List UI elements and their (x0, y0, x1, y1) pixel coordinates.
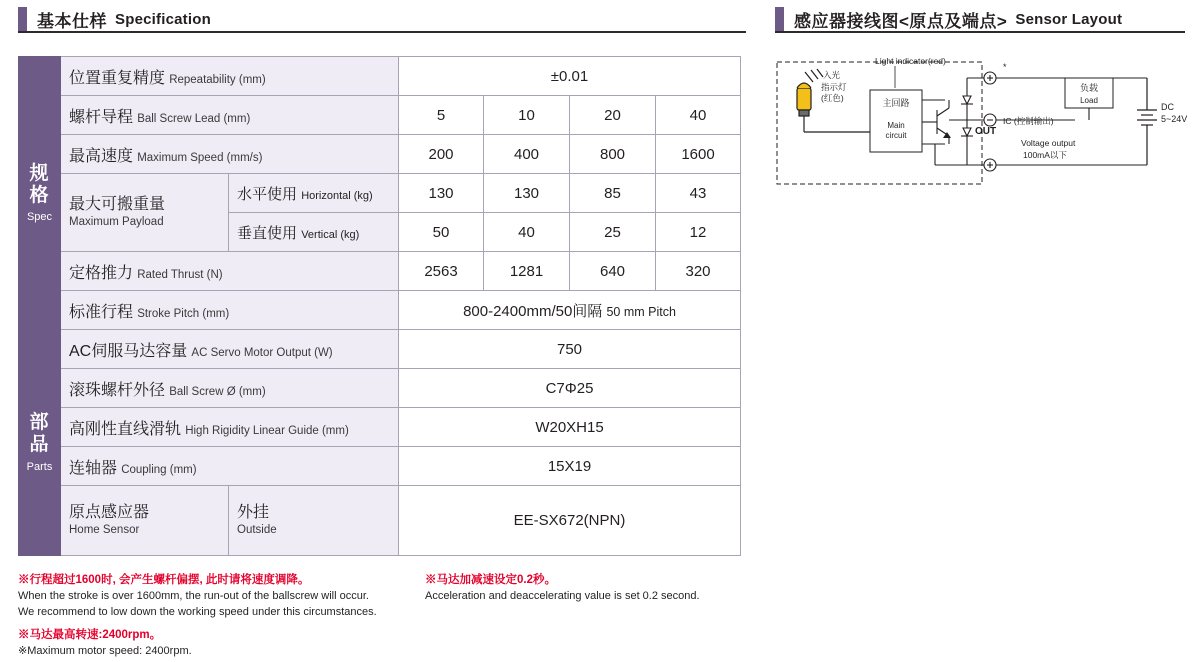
dc-range-label: 5~24V (1161, 114, 1187, 124)
side-label-parts-cn: 部品 (29, 412, 50, 455)
row-label-home-sensor-cn: 原点感应器 (69, 504, 150, 522)
main-circuit-label-en1: Main (887, 121, 905, 130)
value-cell: 400 (484, 135, 570, 174)
row-label-max-payload-cn: 最大可搬重量 (69, 196, 166, 214)
row-label-max-speed-cn: 最高速度 (69, 147, 134, 165)
value-cell: 640 (570, 252, 656, 291)
row-label-ball-screw-lead-en: Ball Screw Lead (mm) (137, 112, 251, 125)
spec-section-header (18, 6, 211, 32)
out-terminal-label: OUT (975, 126, 997, 137)
value-cell: 5 (399, 96, 484, 135)
row-label-home-sensor-sub-cn: 外挂 (237, 504, 270, 522)
row-label-max-speed (61, 135, 399, 174)
spec-header-title-en: Specification (115, 10, 211, 28)
sensor-header-title-cn: 感应器接线图<原点及端点> (794, 11, 1008, 31)
side-label-spec-cn: 规格 (29, 162, 50, 206)
main-circuit-label-en2: circuit (885, 131, 907, 140)
main-circuit-label-cn: 主回路 (882, 98, 910, 108)
table-row (19, 408, 741, 447)
spec-header-title-cn: 基本仕样 (37, 11, 107, 31)
value-cell: 50 (399, 213, 484, 252)
table-row (19, 447, 741, 486)
sensor-header-accent-bar (775, 7, 784, 31)
value-cell: 200 (399, 135, 484, 174)
table-row (19, 369, 741, 408)
row-label-ball-screw-lead-cn: 螺杆导程 (69, 108, 134, 126)
row-label-stroke-pitch (61, 291, 399, 330)
value-cell: 800 (570, 135, 656, 174)
row-label-coupling (61, 447, 399, 486)
row-label-horizontal-cn: 水平使用 (237, 185, 298, 203)
row-label-coupling-en: Coupling (mm) (121, 463, 197, 476)
value-cell: 10 (484, 96, 570, 135)
indicator-label-cn: 指示灯 (821, 82, 847, 92)
note-acceleration-cn: ※马达加减速设定0.2秒。 (425, 574, 556, 586)
row-label-linear-guide-cn: 高刚性直线滑轨 (69, 420, 182, 438)
spec-header-accent-bar (18, 7, 27, 31)
value-cell: 130 (399, 174, 484, 213)
row-label-linear-guide (61, 408, 399, 447)
table-row (19, 252, 741, 291)
value-coupling: 15X19 (399, 447, 741, 486)
value-cell: 25 (570, 213, 656, 252)
value-cell: 130 (484, 174, 570, 213)
note-max-motor-speed-cn: ※马达最高转速:2400rpm。 (18, 629, 162, 641)
output-transistor-group (922, 88, 973, 156)
table-row (19, 291, 741, 330)
row-label-home-sensor-sub-en: Outside (237, 524, 277, 537)
incident-light-label-cn: 入光 (823, 70, 841, 80)
row-label-max-payload-en: Maximum Payload (69, 216, 164, 229)
dc-label: DC (1161, 102, 1174, 112)
row-label-vertical (229, 213, 399, 252)
sensor-header-title-en: Sensor Layout (1015, 10, 1123, 28)
value-cell: 320 (656, 252, 741, 291)
spec-header-rule (18, 31, 746, 33)
row-label-repeatability-en: Repeatability (mm) (169, 73, 266, 86)
row-label-rated-thrust-en: Rated Thrust (N) (137, 268, 223, 281)
sensor-body-outline (777, 62, 982, 184)
row-label-vertical-cn: 垂直使用 (237, 224, 298, 242)
value-cell: 1281 (484, 252, 570, 291)
note-stroke-warning-en1: When the stroke is over 1600mm, the run-out of the ballscrew will occur. (18, 589, 369, 602)
value-ball-screw-dia: C7Φ25 (399, 369, 741, 408)
note-max-motor-speed-en: ※Maximum motor speed: 2400rpm. (18, 644, 192, 657)
sensor-diagram-svg (775, 52, 1187, 202)
row-label-home-sensor (61, 486, 229, 556)
row-label-motor-output-en: AC Servo Motor Output (W) (191, 346, 333, 359)
row-label-motor-output (61, 330, 399, 369)
value-home-sensor: EE-SX672(NPN) (399, 486, 741, 556)
value-cell: 20 (570, 96, 656, 135)
indicator-label-cn2: (红色) (821, 93, 844, 103)
value-cell: 40 (656, 96, 741, 135)
light-indicator-label-en: Light indicator(red) (875, 56, 946, 66)
row-label-coupling-cn: 连轴器 (69, 459, 118, 477)
table-row (19, 174, 741, 213)
row-label-max-speed-en: Maximum Speed (mm/s) (137, 151, 263, 164)
row-label-linear-guide-en: High Rigidity Linear Guide (mm) (185, 424, 349, 437)
row-label-home-sensor-en: Home Sensor (69, 524, 140, 537)
row-label-horizontal-en: Horizontal (kg) (301, 189, 373, 202)
value-stroke-pitch-main: 800-2400mm/50间隔 (463, 302, 603, 320)
value-motor-output: 750 (399, 330, 741, 369)
row-label-vertical-en: Vertical (kg) (301, 228, 360, 241)
sensor-header-rule (775, 31, 1185, 33)
load-label-en: Load (1080, 96, 1098, 105)
note-stroke-warning-en2: We recommend to low down the working speed under this circumstances. (18, 605, 377, 618)
value-cell: 85 (570, 174, 656, 213)
row-label-horizontal (229, 174, 399, 213)
row-label-max-payload (61, 174, 229, 252)
row-label-rated-thrust (61, 252, 399, 291)
note-acceleration (425, 572, 755, 605)
voltage-output-label: Voltage output (1021, 138, 1076, 148)
side-label-parts (19, 330, 61, 556)
sensor-wiring-diagram (775, 52, 1187, 202)
row-label-rated-thrust-cn: 定格推力 (69, 264, 134, 282)
value-cell: 12 (656, 213, 741, 252)
asterisk-marker: * (1003, 62, 1007, 72)
table-row (19, 486, 741, 556)
value-cell: 1600 (656, 135, 741, 174)
row-label-home-sensor-sub (229, 486, 399, 556)
value-cell: 2563 (399, 252, 484, 291)
row-label-stroke-pitch-en: Stroke Pitch (mm) (137, 307, 230, 320)
row-label-ball-screw-dia-en: Ball Screw Ø (mm) (169, 385, 266, 398)
row-label-repeatability (61, 57, 399, 96)
note-max-motor-speed (18, 627, 418, 660)
value-stroke-pitch-sub: 50 mm Pitch (606, 304, 676, 319)
row-label-ball-screw-dia-cn: 滚珠螺杆外径 (69, 381, 166, 399)
dc-source-symbol (1137, 78, 1157, 165)
row-label-motor-output-cn: AC伺服马达容量 (69, 342, 188, 360)
side-label-parts-en: Parts (26, 460, 53, 473)
ic-output-label: IC (控制输出) (1003, 116, 1054, 126)
value-cell: 40 (484, 213, 570, 252)
note-stroke-warning (18, 572, 418, 621)
row-label-ball-screw-lead (61, 96, 399, 135)
value-repeatability: ±0.01 (399, 57, 741, 96)
value-stroke-pitch (399, 291, 741, 330)
side-label-spec-en: Spec (26, 211, 53, 224)
row-label-stroke-pitch-cn: 标准行程 (69, 303, 134, 321)
row-label-repeatability-cn: 位置重复精度 (69, 69, 166, 87)
note-acceleration-en: Acceleration and deaccelerating value is set 0.2 second. (425, 589, 700, 602)
table-row (19, 57, 741, 96)
table-row (19, 135, 741, 174)
note-stroke-warning-cn: ※行程超过1600时, 会产生螺杆偏摆, 此时请将速度调降。 (18, 574, 310, 586)
value-linear-guide: W20XH15 (399, 408, 741, 447)
row-label-ball-screw-dia (61, 369, 399, 408)
value-cell: 43 (656, 174, 741, 213)
specification-table (18, 56, 741, 556)
load-label-cn: 负载 (1079, 83, 1099, 93)
sensor-section-header (775, 6, 1122, 32)
current-limit-label: 100mA以下 (1023, 150, 1067, 160)
table-row (19, 330, 741, 369)
table-row (19, 96, 741, 135)
side-label-spec (19, 57, 61, 330)
